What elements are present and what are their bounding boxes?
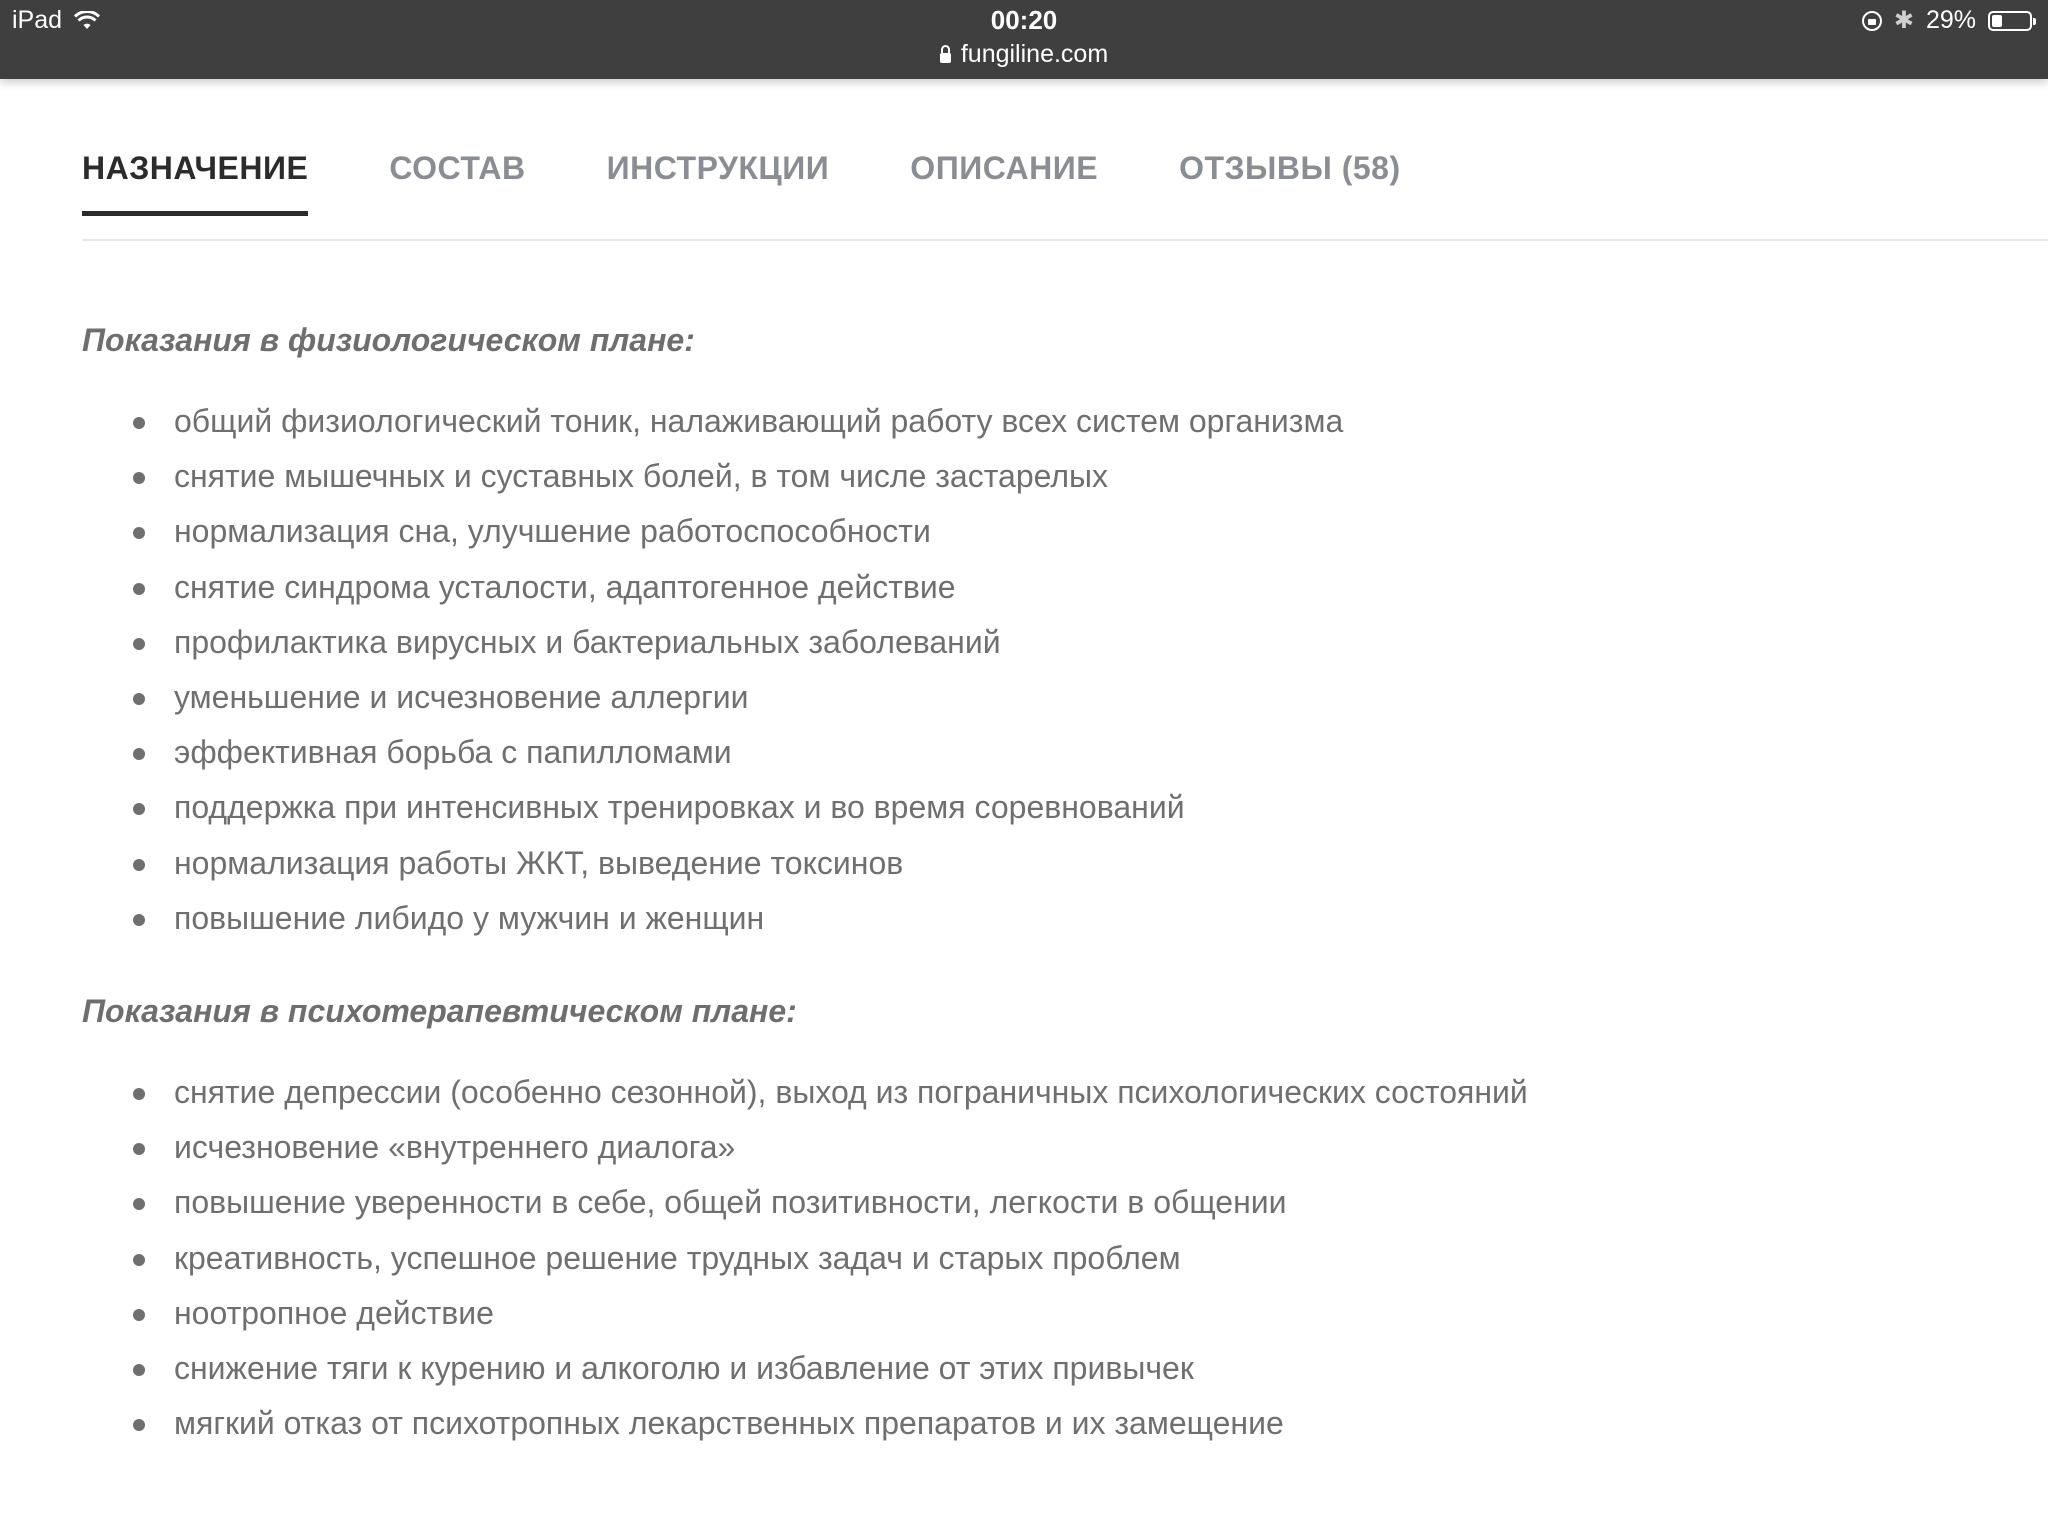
battery-icon [1988, 11, 2032, 31]
list-item: поддержка при интенсивных тренировках и во время соревнований [82, 780, 1343, 835]
address-bar[interactable] [0, 40, 2048, 69]
rotation-lock-icon [1862, 11, 1882, 31]
url-text: fungiline.com [960, 40, 1109, 68]
list-item: повышение либидо у мужчин и женщин [82, 891, 1343, 946]
status-right [1862, 6, 2032, 35]
list-item: мягкий отказ от психотропных лекарственных препаратов и их замещение [82, 1396, 1528, 1451]
list-item: ноотропное действие [82, 1286, 1528, 1341]
device-label: iPad [12, 6, 63, 34]
battery-percent: 29% [1925, 6, 1976, 34]
list-item: повышение уверенности в себе, общей позитивности, легкости в общении [82, 1175, 1528, 1230]
list-item: исчезновение «внутреннего диалога» [82, 1120, 1528, 1175]
list-item: нормализация работы ЖКТ, выведение токсинов [82, 836, 1343, 891]
list-item: эффективная борьба с папилломами [82, 725, 1343, 780]
tab-sostav[interactable]: СОСТАВ [389, 150, 526, 186]
tab-otzyvy[interactable]: ОТЗЫВЫ (58) [1179, 150, 1401, 186]
section-title-physiological: Показания в физиологическом плане: [82, 322, 695, 358]
list-item: снятие депрессии (особенно сезонной), выход из пограничных психологических состояний [82, 1065, 1528, 1120]
list-item: креативность, успешное решение трудных задач и старых проблем [82, 1231, 1528, 1286]
physiological-list [82, 394, 1343, 946]
psychotherapeutic-list [82, 1065, 1528, 1451]
tab-opisanie[interactable]: ОПИСАНИЕ [910, 150, 1099, 186]
status-bar [0, 0, 2048, 79]
list-item: общий физиологический тоник, налаживающий работу всех систем организма [82, 394, 1343, 449]
list-item: снятие мышечных и суставных болей, в том числе застарелых [82, 449, 1343, 504]
lock-icon [940, 53, 951, 63]
list-item: снижение тяги к курению и алкоголю и избавление от этих привычек [82, 1341, 1528, 1396]
section-title-psychotherapeutic: Показания в психотерапевтическом плане: [82, 993, 797, 1029]
list-item: профилактика вирусных и бактериальных заболеваний [82, 615, 1343, 670]
list-item: уменьшение и исчезновение аллергии [82, 670, 1343, 725]
clock: 00:20 [990, 5, 1058, 35]
tabs-divider [82, 239, 2048, 241]
list-item: снятие синдрома усталости, адаптогенное действие [82, 560, 1343, 615]
tab-naznachenie[interactable]: НАЗНАЧЕНИЕ [82, 150, 308, 216]
tab-bar [82, 150, 1401, 216]
list-item: нормализация сна, улучшение работоспособности [82, 504, 1343, 559]
bluetooth-icon: ✱ [1893, 6, 1914, 34]
tab-instrukcii[interactable]: ИНСТРУКЦИИ [606, 150, 830, 186]
